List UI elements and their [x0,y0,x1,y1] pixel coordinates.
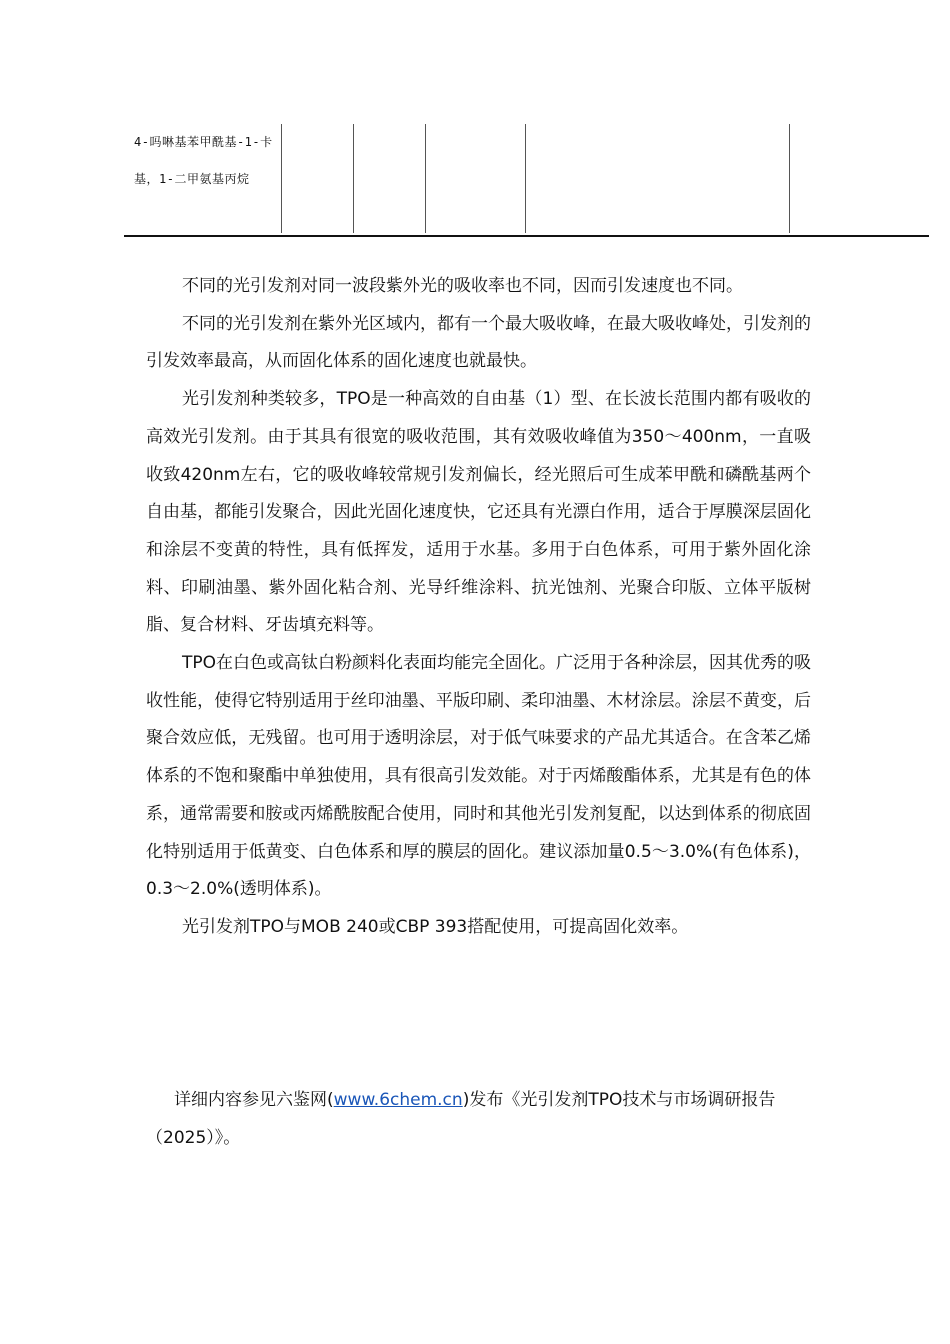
paragraph: 光引发剂TPO与MOB 240或CBP 393搭配使用，可提高固化效率。 [182,916,689,937]
table-column-divider [525,124,526,233]
source-note-prefix: 详细内容参见六鉴网( [174,1090,334,1110]
table-cell-compound-name: 4-吗啉基苯甲酰基-1-卡基，1-二甲氨基丙烷 [134,135,273,186]
table-column-divider [425,124,426,233]
paragraph: 不同的光引发剂对同一波段紫外光的吸收率也不同，因而引发速度也不同。 [182,276,743,296]
source-link[interactable]: www.6chem.cn [333,1090,463,1110]
table-column-divider [281,124,282,233]
paragraph: 不同的光引发剂在紫外光区域内，都有一个最大吸收峰，在最大吸收峰处，引发剂的引发效率最高，从而固化体系的固化速度也就最快。 [146,313,811,372]
paragraph: 光引发剂种类较多，TPO是一种高效的自由基（1）型、在长波长范围内都有吸收的高效光引发剂。由于其具有很宽的吸收范围，其有效吸收峰值为350～400nm，一直吸收致420nm左右，它的吸收峰较常规引发剂偏长，经光照后可生成苯甲酰和磷酰基两个自由基，都能引发聚合，因此光固化速度快，它还具有光漂白作用，适合于厚膜深层固化和涂层不变黄的特性，具有低挥发，适用于水基。多用于白色体系，可用于紫外固化涂料、印刷油墨、紫外固化粘合剂、光导纤维涂料、抗光蚀剂、光聚合印版、立体平版树脂、复合材料、牙齿填充料等。 [146,389,811,636]
document-body [146,268,811,947]
table-fragment [124,124,929,237]
source-note [146,1082,811,1157]
table-column-divider [353,124,354,233]
paragraph: TPO在白色或高钛白粉颜料化表面均能完全固化。广泛用于各种涂层，因其优秀的吸收性能，使得它特别适用于丝印油墨、平版印刷、柔印油墨、木材涂层。涂层不黄变，后聚合效应低，无残留。也可用于透明涂层，对于低气味要求的产品尤其适合。在含苯乙烯体系的不饱和聚酯中单独使用，具有很高引发效能。对于丙烯酸酯体系，尤其是有色的体系，通常需要和胺或丙烯酰胺配合使用，同时和其他光引发剂复配，以达到体系的彻底固化特别适用于低黄变、白色体系和厚的膜层的固化。建议添加量0.5～3.0%(有色体系)，0.3～2.0%(透明体系)。 [146,653,812,900]
source-note-text [146,1082,811,1157]
source-note-suffix: )发布《光引发剂TPO技术与市场调研报告（2025）》。 [146,1090,776,1148]
table-column-divider [789,124,790,233]
